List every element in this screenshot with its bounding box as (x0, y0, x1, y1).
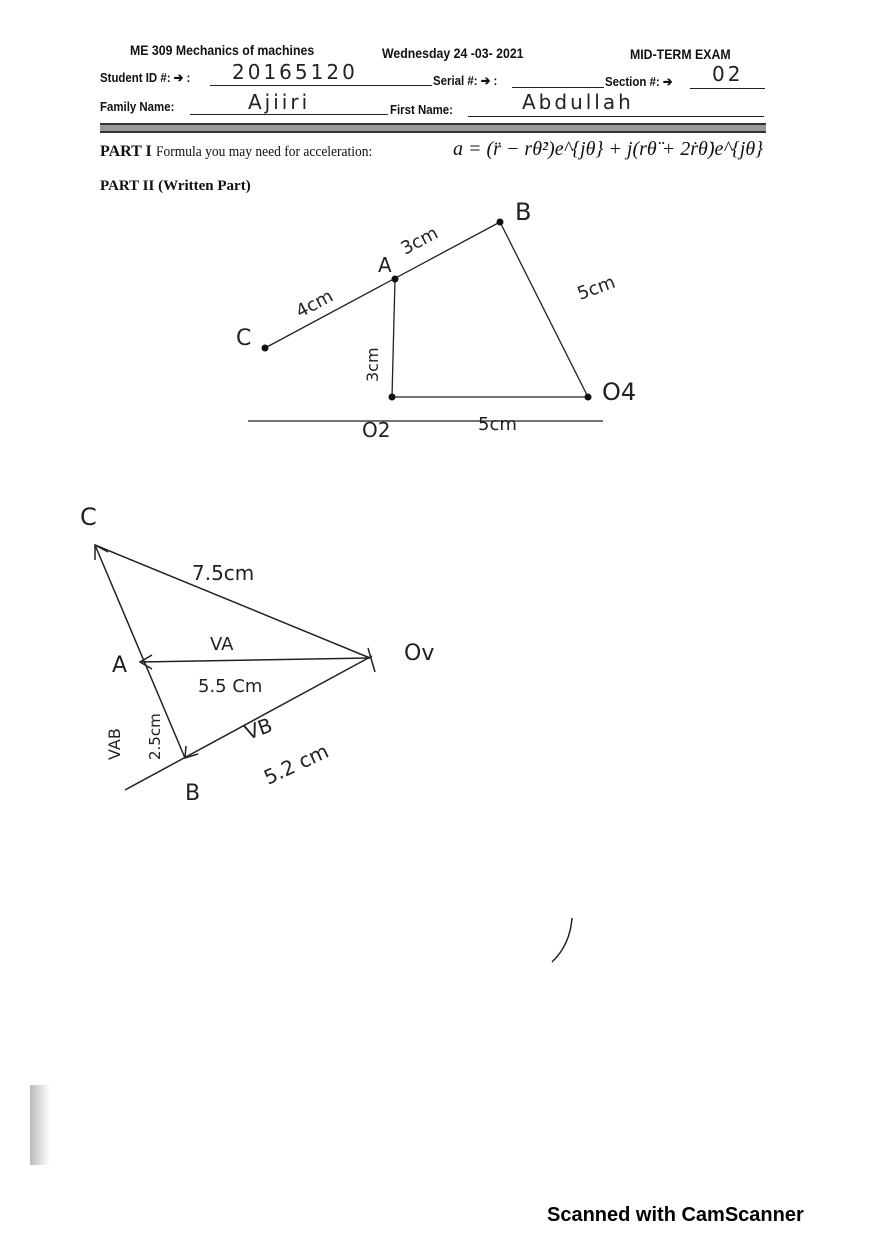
family-name-value: Ajiiri (248, 90, 311, 114)
section-value: 02 (712, 62, 744, 86)
exam-type: MID-TERM EXAM (630, 46, 731, 62)
student-id-value: 20165120 (232, 60, 358, 84)
stray-mark (552, 918, 572, 962)
vp-vb-len: 5.2 cm (259, 738, 333, 790)
vp-dim-co: 7.5cm (192, 561, 255, 585)
vp-vb: VB (241, 712, 276, 745)
scan-shadow (30, 1085, 50, 1165)
label-b: B (515, 198, 532, 226)
origin-tick (368, 648, 375, 672)
dim-o2o4: 5cm (478, 414, 517, 435)
dim-ab: 3cm (397, 222, 442, 260)
label-a: A (378, 253, 392, 277)
link-c-b (265, 222, 500, 348)
vp-label-c: C (80, 503, 97, 531)
dim-bo4: 5cm (574, 271, 619, 305)
scanner-watermark: Scanned with CamScanner (547, 1204, 804, 1226)
student-id-label: Student ID #: ➔ : (100, 70, 191, 85)
label-c: C (236, 326, 252, 351)
acceleration-formula: a = (r̈ − rθ̇²)e^{jθ} + j(rθ̈ + 2ṙθ̇)e^{jθ} (453, 138, 764, 160)
label-o4: O4 (602, 378, 637, 406)
part1-title: PART I (100, 143, 152, 160)
dim-ca: 4cm (292, 285, 337, 323)
part2-title: PART II (Written Part) (100, 178, 251, 194)
first-name-label: First Name: (390, 102, 453, 117)
section-label: Section #: ➔ (605, 74, 673, 89)
exam-date: Wednesday 24 -03- 2021 (382, 45, 524, 61)
link-b-o4 (500, 222, 588, 397)
serial-label: Serial #: ➔ : (433, 73, 498, 88)
label-o2: O2 (362, 418, 391, 442)
vp-vab-len: 2.5cm (146, 713, 164, 760)
vp-label-a: A (112, 653, 128, 678)
vp-label-o: Ov (404, 641, 435, 666)
vp-label-b: B (185, 781, 201, 806)
course-title: ME 309 Mechanics of machines (130, 42, 315, 58)
dim-ao2: 3cm (363, 347, 382, 382)
vector-va (140, 658, 370, 662)
first-name-value: Abdullah (522, 90, 634, 114)
link-a-o2 (392, 279, 395, 397)
vp-va: VA (210, 634, 234, 655)
part1-text: Formula you may need for acceleration: (155, 144, 373, 160)
family-name-label: Family Name: (100, 99, 175, 114)
vp-va-len: 5.5 Cm (198, 676, 263, 697)
vp-vab: VAB (105, 728, 124, 760)
